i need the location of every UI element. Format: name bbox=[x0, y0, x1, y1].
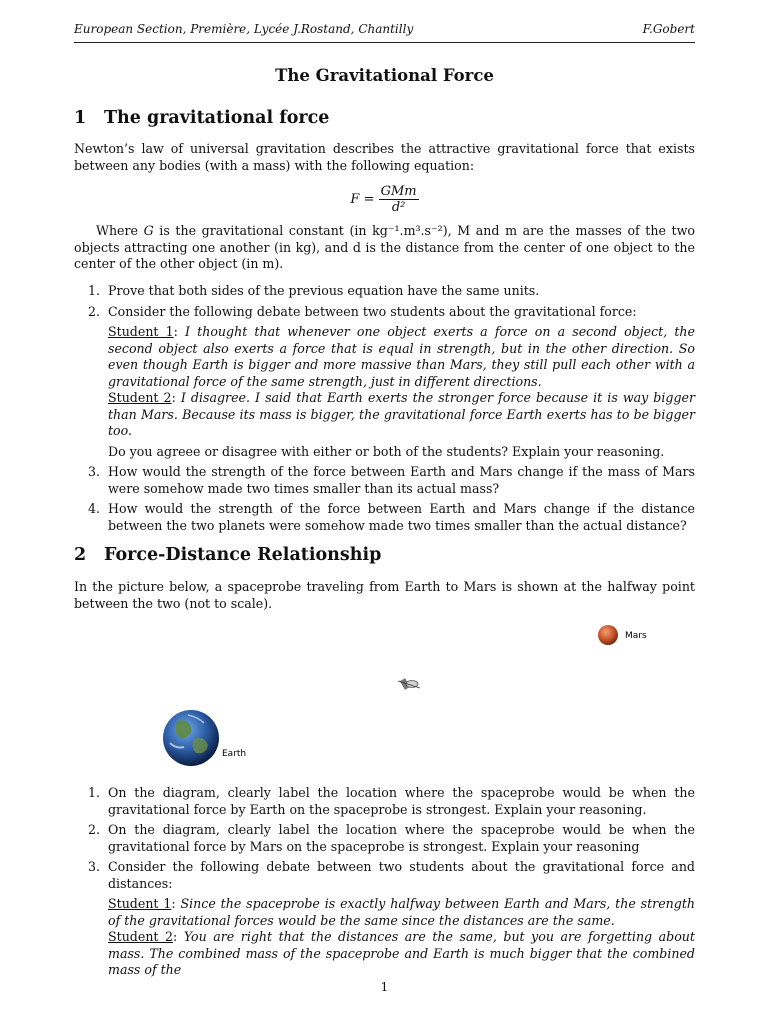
question-text: Consider the following debate between two students about the gravitational force: bbox=[108, 303, 637, 319]
spaceprobe-icon bbox=[398, 678, 420, 690]
question-number: 3. bbox=[88, 464, 101, 479]
section-1-where-paragraph bbox=[74, 223, 695, 273]
document-title: The Gravitational Force bbox=[275, 66, 494, 85]
section-1-intro: Newton’s law of universal gravitation describes the attractive gravitational force that exists between any bodies (with a mass) with the following equation: bbox=[74, 141, 695, 173]
question-text: On the diagram, clearly label the location where the spaceprobe would be when the gravitational force by Mars on the spaceprobe is strongest. Explain your reasoning bbox=[108, 822, 695, 854]
earth-mars-diagram bbox=[150, 615, 710, 775]
student-1-statement: Student 1: Since the spaceprobe is exactly halfway between Earth and Mars, the strength of the gravitational forces would be the same since the distances are the same. bbox=[108, 896, 695, 928]
page-number: 1 bbox=[380, 980, 389, 994]
section-2-heading bbox=[74, 545, 381, 565]
student-1-text: I thought that whenever one object exerts a force on a second object, the second object also exerts a force that is equal in strength, but in the other direction. So even though Earth is bigger and more massive than Mars, they still pull each other with a gravitational force of the same strength, just in different directions. bbox=[108, 324, 695, 389]
question-text: On the diagram, clearly label the location where the spaceprobe would be when the gravitational force by Earth on the spaceprobe is strongest. Explain your reasoning. bbox=[108, 785, 695, 817]
question-2-2 bbox=[74, 822, 695, 855]
question-text: How would the strength of the force between Earth and Mars change if the distance between the two planets were somehow made two times smaller than the actual distance? bbox=[108, 501, 695, 533]
question-1-2 bbox=[74, 304, 695, 461]
mars-label: Mars bbox=[625, 631, 647, 641]
student-2-text: I disagree. I said that Earth exerts the stronger force because it is way bigger than Mars. Because its mass is bigger, the gravitational force Earth exerts has to be bigger too. bbox=[108, 390, 695, 438]
student-2-label: Student 2 bbox=[108, 929, 174, 944]
question-number: 2. bbox=[88, 303, 101, 319]
question-followup: Do you agreee or disagree with either or both of the students? Explain your reasoning. bbox=[108, 443, 665, 459]
question-2-3 bbox=[74, 859, 695, 979]
section-2-intro: In the picture below, a spaceprobe traveling from Earth to Mars is shown at the halfway point between the two (not to scale). bbox=[74, 579, 695, 611]
student-1-label: Student 1 bbox=[108, 324, 174, 339]
question-text: Consider the following debate between two students about the gravitational force and distances: bbox=[108, 859, 695, 891]
question-1-4 bbox=[74, 501, 695, 534]
header-rule bbox=[74, 42, 695, 43]
question-number: 4. bbox=[88, 501, 101, 516]
equation-numerator: GMm bbox=[380, 184, 417, 199]
question-1-1 bbox=[74, 283, 695, 300]
question-number: 1. bbox=[88, 785, 101, 800]
earth-planet bbox=[163, 710, 219, 766]
student-1-text: Since the spaceprobe is exactly halfway between Earth and Mars, the strength of the gravitational forces would be the same since the distances are the same. bbox=[108, 896, 695, 928]
section-1-title: The gravitational force bbox=[104, 108, 330, 128]
where-text-c: is the gravitational constant (in kg⁻¹.m³.s⁻²), M and m are the masses of the two objects attracting one another (in kg), and d is the distance from the center of one object to the center of the other object (in m). bbox=[74, 223, 695, 271]
student-2-statement: Student 2: You are right that the distances are the same, but you are forgetting about mass. The combined mass of the spaceprobe and Earth is much bigger that the combined mass of the bbox=[108, 929, 695, 977]
student-2-text: You are right that the distances are the same, but you are forgetting about mass. The combined mass of the spaceprobe and Earth is much bigger that the combined mass of the bbox=[108, 929, 695, 977]
section-1-number: 1 bbox=[74, 108, 87, 128]
equation-denominator: d² bbox=[391, 200, 406, 215]
student-2-statement: Student 2: I disagree. I said that Earth exerts the stronger force because it is way bigger than Mars. Because its mass is bigger, the gravitational force Earth exerts has to be bigger too. bbox=[108, 390, 695, 438]
question-text: How would the strength of the force between Earth and Mars change if the mass of Mars were somehow made two times smaller than its actual mass? bbox=[108, 464, 695, 496]
where-text-a: Where bbox=[96, 223, 144, 238]
header-right: F.Gobert bbox=[642, 22, 695, 36]
student-1-label: Student 1 bbox=[108, 896, 172, 911]
question-2-1 bbox=[74, 785, 695, 818]
student-1-statement: Student 1: I thought that whenever one object exerts a force on a second object, the second object also exerts a force that is equal in strength, but in the other direction. So even though Earth is bigger and more massive than Mars, they still pull each other with a gravitational force of the same strength, just in different directions. bbox=[108, 324, 695, 389]
equation-lhs: F = bbox=[350, 192, 375, 207]
earth-label: Earth bbox=[222, 749, 247, 759]
equation-fraction bbox=[379, 184, 419, 215]
running-header bbox=[74, 22, 695, 36]
section-2-number: 2 bbox=[74, 545, 87, 565]
question-1-3 bbox=[74, 464, 695, 497]
section-2-title: Force-Distance Relationship bbox=[104, 545, 382, 565]
question-number: 3. bbox=[88, 859, 101, 874]
where-text-b: G bbox=[143, 223, 154, 238]
student-2-label: Student 2 bbox=[108, 390, 172, 405]
question-text: Prove that both sides of the previous equation have the same units. bbox=[108, 283, 540, 298]
question-number: 2. bbox=[88, 822, 101, 837]
header-left: European Section, Première, Lycée J.Rostand, Chantilly bbox=[74, 22, 414, 36]
section-2-questions bbox=[74, 785, 695, 983]
gravitation-equation bbox=[74, 184, 695, 215]
question-number: 1. bbox=[88, 283, 101, 298]
section-1-questions bbox=[74, 283, 695, 538]
mars-planet bbox=[598, 625, 618, 645]
section-1-heading bbox=[74, 108, 329, 128]
